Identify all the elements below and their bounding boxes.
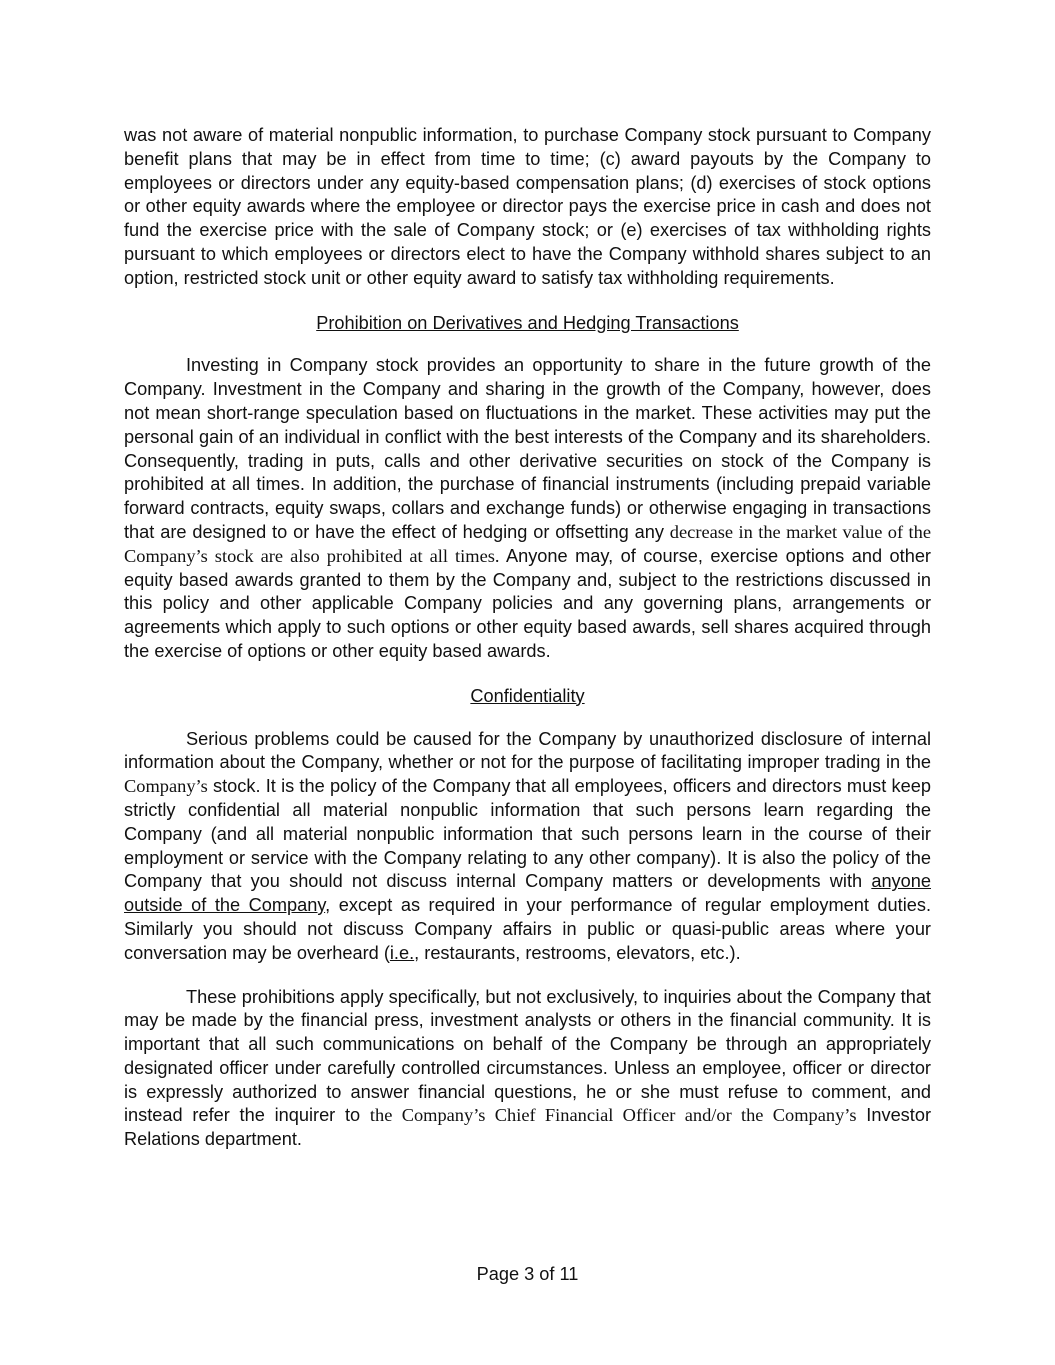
conf-text-underlined: anyone outside of the Company xyxy=(124,871,931,916)
conf2-text-2: Investor Relations department. xyxy=(124,1105,931,1150)
derivatives-text-2: Anyone may, of course, exercise options and other equity based awards granted to them by the Company and, subject to the restrictions discussed in this policy and other applicable Company policies and any governing plans, arrangements or agreements which apply to such options or other equity based awards, sell shares acquired through the exercise of options or other equity based awards. xyxy=(124,545,931,661)
conf-text-2: stock. It is the policy of the Company that all employees, officers and directors must keep strictly confidential all material nonpublic information that such persons learn regarding the Company (and all material nonpublic information that such persons learn in the course of their employment or service with the Company relating to any other company). It is also the policy of the Company that you should not discuss internal Company matters or developments with xyxy=(124,776,931,892)
section-heading-confidentiality: Confidentiality xyxy=(470,685,585,706)
section-heading-derivatives: Prohibition on Derivatives and Hedging Transactions xyxy=(316,312,739,333)
confidentiality-paragraph-1 xyxy=(124,728,931,966)
conf-text-4: , restaurants, restrooms, elevators, etc.). xyxy=(414,942,741,963)
conf-text-3: , except as required in your performance of regular employment duties. Similarly you should not discuss Company affairs in public or quasi-public areas where your conversation may be overheard ( xyxy=(124,895,931,963)
page-number-footer: Page 3 of 11 xyxy=(476,1264,579,1284)
confidentiality-paragraph-2 xyxy=(124,986,931,1153)
conf2-text-1: These prohibitions apply specifically, but not exclusively, to inquiries about the Company that may be made by the financial press, investment analysts or others in the financial community. It is important that all such communications on behalf of the Company be through an appropriately designated officer under carefully controlled circumstances. Unless an employee, officer or director is expressly authorized to answer financial questions, he or she must refuse to comment, and instead refer the inquirer to xyxy=(124,986,931,1126)
document-page xyxy=(124,124,931,1152)
derivatives-text-1: Investing in Company stock provides an opportunity to share in the future growth of the Company. Investment in the Company and sharing in the growth of the Company, however, does not mean short-range speculation based on fluctuations in the market. These activities may put the personal gain of an individual in conflict with the best interests of the Company and its shareholders. Consequently, trading in puts, calls and other derivative securities on stock of the Company is prohibited at all times. In addition, the purchase of financial instruments (including prepaid variable forward contracts, equity swaps, collars and exchange funds) or otherwise engaging in transactions that are designed to or have the effect of hedging or offsetting any xyxy=(124,355,931,542)
conf-text-serif: Company’s xyxy=(124,776,208,797)
derivatives-text-serif: decrease in the market value of the Company’s stock are also prohibited at all times. xyxy=(124,521,931,566)
conf-text-1: Serious problems could be caused for the Company by unauthorized disclosure of internal information about the Company, whether or not for the purpose of facilitating improper trading in the xyxy=(124,728,931,773)
derivatives-paragraph xyxy=(124,354,931,663)
conf-text-ie: i.e. xyxy=(389,942,415,963)
conf2-text-serif: the Company’s Chief Financial Officer and/or the Company’s xyxy=(369,1105,857,1126)
intro-paragraph: was not aware of material nonpublic information, to purchase Company stock pursuant to Company benefit plans that may be in effect from time to time; (c) award payouts by the Company to employees or directors under any equity-based compensation plans; (d) exercises of stock options or other equity awards where the employee or director pays the exercise price in cash and does not fund the exercise price with the sale of Company stock; or (e) exercises of tax withholding rights pursuant to which employees or directors elect to have the Company withhold shares subject to an option, restricted stock unit or other equity award to satisfy tax withholding requirements. xyxy=(124,125,931,288)
